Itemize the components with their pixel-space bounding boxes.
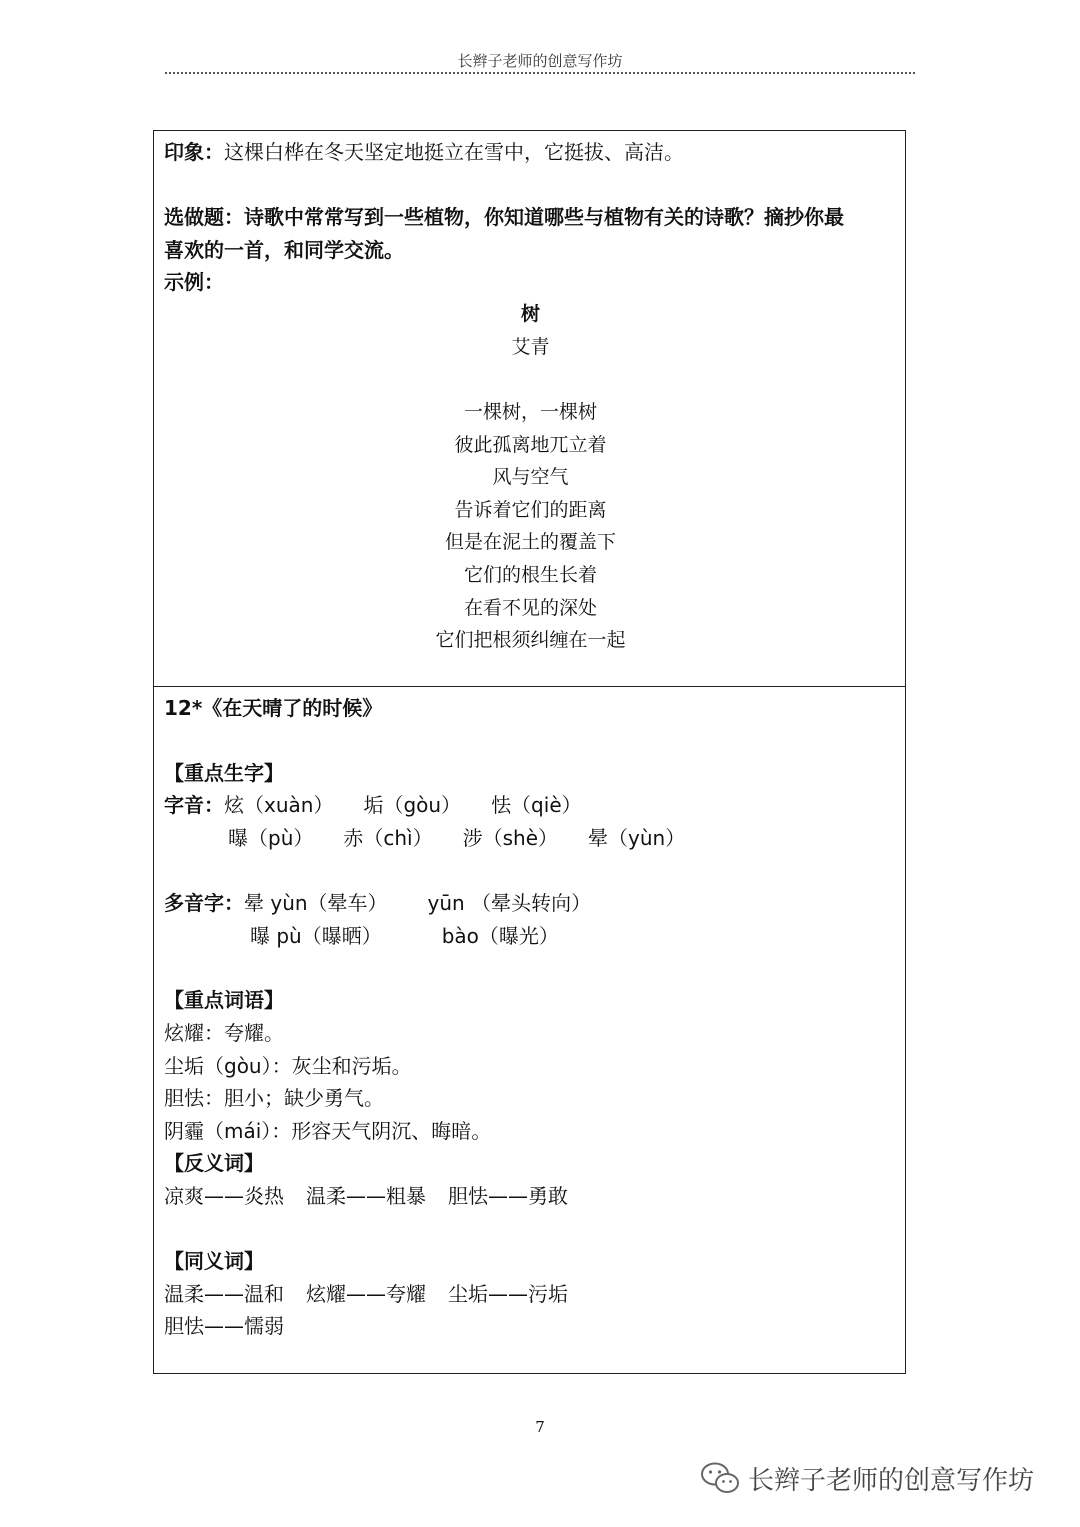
page-number: 7 <box>535 1418 545 1436</box>
synonym-pair: 温柔——温和 <box>164 1282 284 1306</box>
antonym-pair: 胆怯——勇敢 <box>448 1184 568 1208</box>
polyphone-label: 多音字： <box>164 891 244 915</box>
example-label: 示例： <box>164 270 224 294</box>
synonym-pair: 胆怯——懦弱 <box>164 1314 284 1338</box>
impression-text: 这棵白桦在冬天坚定地挺立在雪中，它挺拔、高洁。 <box>224 140 684 164</box>
page-header-title: 长辫子老师的创意写作坊 <box>457 52 623 70</box>
antonym-pair: 温柔——粗暴 <box>306 1184 426 1208</box>
poem-line: 彼此孤离地兀立着 <box>454 434 607 456</box>
key-chars-heading: 【重点生字】 <box>164 761 284 785</box>
poly-item: 曝 pù（曝晒） <box>250 924 382 948</box>
antonyms-heading: 【反义词】 <box>164 1151 264 1175</box>
word-definition: 尘垢（gòu）：灰尘和污垢。 <box>164 1054 412 1078</box>
pron-item: 晕（yùn） <box>588 826 686 850</box>
synonyms-row-1 <box>164 1281 568 1307</box>
poem-author: 艾青 <box>511 336 550 358</box>
word-definition: 炫耀：夸耀。 <box>164 1021 284 1045</box>
poly-item: 晕 yùn（晕车） <box>244 891 388 915</box>
pron-item: 垢（gòu） <box>363 793 462 817</box>
pron-item: 赤（chì） <box>343 826 433 850</box>
pron-item: 炫（xuàn） <box>224 793 334 817</box>
poem-line: 告诉着它们的距离 <box>454 499 607 521</box>
content-box-2 <box>153 686 906 1374</box>
poem-line: 在看不见的深处 <box>463 597 597 619</box>
pronunciation-row-2 <box>228 825 685 851</box>
pron-item: 怯（qiè） <box>491 793 582 817</box>
synonym-pair: 炫耀——夸耀 <box>306 1282 426 1306</box>
poem-title: 树 <box>520 303 540 325</box>
pronunciation-row-1 <box>164 792 582 818</box>
impression-label: 印象： <box>164 140 224 164</box>
antonym-pair: 凉爽——炎热 <box>164 1184 284 1208</box>
pron-item: 涉（shè） <box>462 826 559 850</box>
pronunciation-label: 字音： <box>164 793 224 817</box>
header-divider <box>165 72 915 74</box>
poly-item: yūn （晕头转向） <box>427 891 592 915</box>
key-words-heading: 【重点词语】 <box>164 988 284 1012</box>
word-definition: 胆怯：胆小；缺少勇气。 <box>164 1086 384 1110</box>
watermark-text: 长辫子老师的创意写作坊 <box>748 1465 1035 1496</box>
lesson-title: 12*《在天晴了的时候》 <box>164 696 383 720</box>
impression-line <box>164 139 684 165</box>
poem-line: 但是在泥土的覆盖下 <box>444 531 616 553</box>
poem-line: 它们把根须纠缠在一起 <box>435 629 626 651</box>
poly-item: bào（曝光） <box>441 924 559 948</box>
polyphone-row-2 <box>250 923 559 949</box>
synonym-pair: 尘垢——污垢 <box>448 1282 568 1306</box>
poem-line: 风与空气 <box>492 466 569 488</box>
optional-question-line-2: 喜欢的一首，和同学交流。 <box>164 238 404 262</box>
content-box-1 <box>153 130 906 687</box>
poem-line: 它们的根生长着 <box>463 564 597 586</box>
poem-line: 一棵树，一棵树 <box>463 401 597 423</box>
pron-item: 曝（pù） <box>228 826 314 850</box>
wechat-icon <box>700 1461 740 1495</box>
word-definition: 阴霾（mái）：形容天气阴沉、晦暗。 <box>164 1119 492 1143</box>
synonyms-row-2 <box>164 1313 284 1339</box>
antonyms-row <box>164 1183 568 1209</box>
synonyms-heading: 【同义词】 <box>164 1249 264 1273</box>
watermark <box>700 1458 1034 1498</box>
optional-question-line-1: 选做题：诗歌中常常写到一些植物，你知道哪些与植物有关的诗歌？摘抄你最 <box>164 205 844 229</box>
polyphone-row-1 <box>164 890 591 916</box>
